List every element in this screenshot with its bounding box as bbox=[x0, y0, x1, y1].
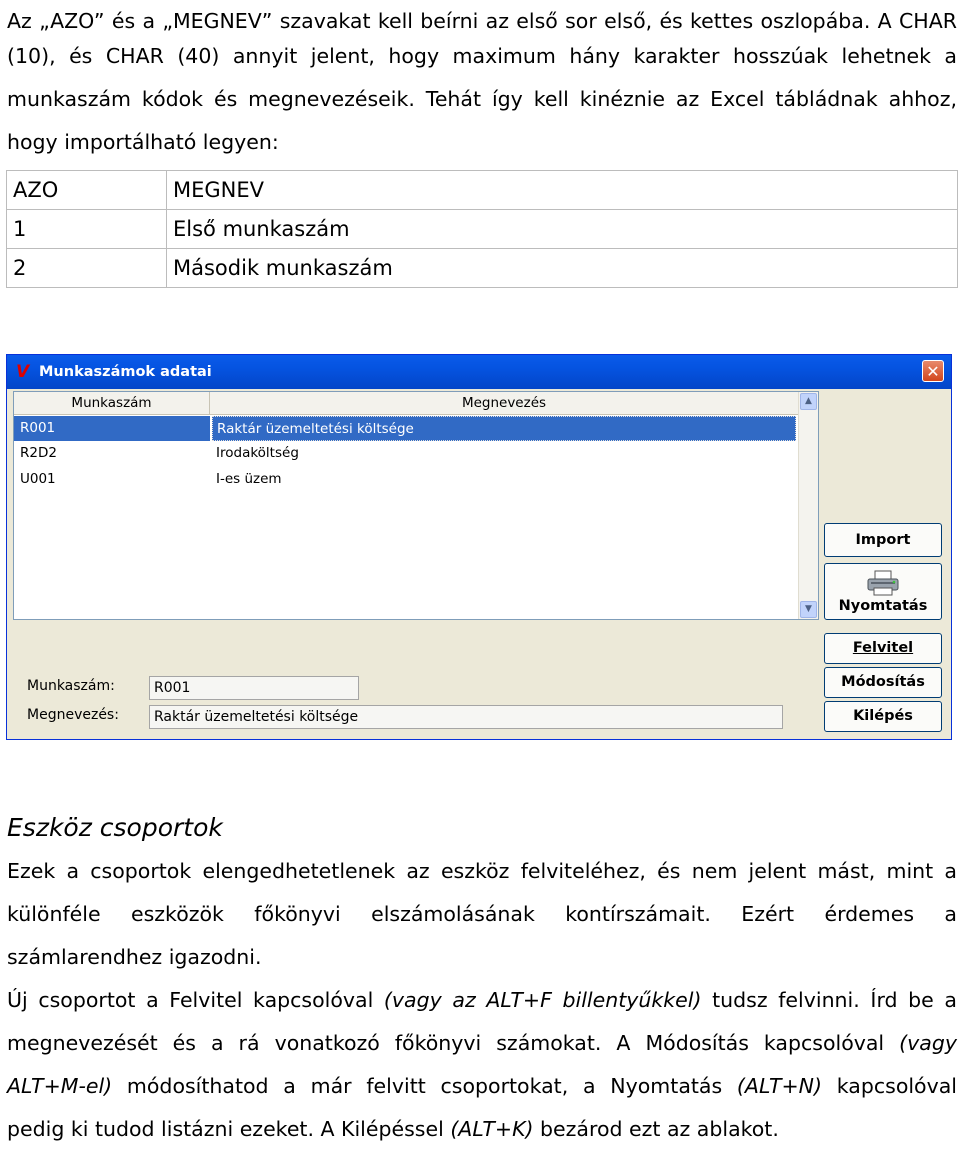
grid-cell-name: Irodaköltség bbox=[216, 445, 299, 461]
table-row bbox=[7, 171, 958, 210]
add-button[interactable]: Felvitel bbox=[824, 633, 942, 664]
grid-row[interactable] bbox=[14, 416, 798, 441]
paragraph-line: Ezek a csoportok elengedhetetlenek az eszköz felviteléhez, és nem jelent mást, mint a bbox=[7, 859, 957, 883]
shortcut-text: (vagy az ALT+F billentyűkkel) bbox=[383, 988, 702, 1012]
column-header-munkaszam[interactable]: Munkaszám bbox=[14, 392, 210, 414]
text-span: kapcsolóval bbox=[822, 1074, 957, 1098]
print-button-label: Nyomtatás bbox=[838, 598, 928, 614]
text-span: Új csoportot a Felvitel kapcsolóval bbox=[7, 988, 384, 1012]
printer-icon bbox=[866, 570, 900, 596]
intro-line: (10), és CHAR (40) annyit jelent, hogy maximum hány karakter hosszúak lehetnek a bbox=[7, 44, 957, 68]
text-span: módosíthatod a már felvitt csoportokat, a Nyomtatás bbox=[112, 1074, 737, 1098]
import-button[interactable]: Import bbox=[824, 523, 942, 557]
name-label: Megnevezés: bbox=[27, 707, 119, 723]
grid-scrollbar[interactable] bbox=[798, 392, 818, 619]
code-field[interactable]: R001 bbox=[149, 676, 359, 700]
table-cell: Első munkaszám bbox=[167, 210, 958, 249]
table-cell: MEGNEV bbox=[167, 171, 958, 210]
grid-cell-code: R2D2 bbox=[20, 445, 57, 461]
shortcut-text: (ALT+N) bbox=[736, 1074, 823, 1098]
grid-cell-code: U001 bbox=[20, 471, 56, 487]
paragraph-line bbox=[7, 1108, 957, 1151]
name-field[interactable]: Raktár üzemeltetési költsége bbox=[149, 705, 783, 729]
table-cell: 1 bbox=[7, 210, 167, 249]
paragraph-line bbox=[7, 1065, 957, 1108]
intro-line: hogy importálható legyen: bbox=[7, 130, 279, 154]
paragraph-line bbox=[7, 979, 957, 1022]
table-cell: AZO bbox=[7, 171, 167, 210]
text-span: pedig ki tudod listázni ezeket. A Kilépéssel bbox=[7, 1117, 451, 1141]
table-cell: 2 bbox=[7, 249, 167, 288]
intro-line: Az „AZO” és a „MEGNEV” szavakat kell beírni az első sor első, és kettes oszlopába. A CHAR bbox=[7, 9, 957, 33]
paragraph-line: számlarendhez igazodni. bbox=[7, 945, 262, 969]
table-row bbox=[7, 210, 958, 249]
munkaszamok-dialog bbox=[6, 354, 952, 740]
excel-example-table bbox=[6, 170, 958, 288]
dialog-title: Munkaszámok adatai bbox=[39, 364, 212, 380]
grid-cell-name: Raktár üzemeltetési költsége bbox=[212, 416, 796, 441]
app-logo-icon: V bbox=[16, 362, 30, 382]
modify-button[interactable]: Módosítás bbox=[824, 667, 942, 698]
paragraph-line: különféle eszközök főkönyvi elszámolásának kontírszámait. Ezért érdemes a bbox=[7, 902, 957, 926]
exit-button[interactable]: Kilépés bbox=[824, 701, 942, 732]
section-heading: Eszköz csoportok bbox=[7, 813, 223, 842]
close-button[interactable]: ✕ bbox=[922, 360, 944, 382]
shortcut-text: (vagy bbox=[899, 1031, 957, 1055]
shortcut-text: ALT+M-el) bbox=[7, 1074, 113, 1098]
grid-row[interactable] bbox=[14, 467, 798, 492]
grid-header bbox=[14, 392, 798, 415]
code-label: Munkaszám: bbox=[27, 678, 115, 694]
table-row bbox=[7, 249, 958, 288]
table-cell: Második munkaszám bbox=[167, 249, 958, 288]
shortcut-text: (ALT+K) bbox=[450, 1117, 534, 1141]
paragraph-line bbox=[7, 1022, 957, 1065]
dialog-titlebar bbox=[7, 355, 951, 389]
grid-row[interactable] bbox=[14, 441, 798, 466]
intro-line: munkaszám kódok és megnevezéseik. Tehát így kell kinéznie az Excel tábládnak ahhoz, bbox=[7, 87, 957, 111]
text-span: tudsz felvinni. Írd be a bbox=[701, 988, 957, 1012]
scroll-up-icon[interactable]: ▲ bbox=[800, 393, 817, 410]
scroll-down-icon[interactable]: ▼ bbox=[800, 601, 817, 618]
grid-cell-name: I-es üzem bbox=[216, 471, 282, 487]
print-button[interactable] bbox=[824, 563, 942, 620]
munkaszam-grid[interactable] bbox=[13, 391, 819, 620]
text-span: bezárod ezt az ablakot. bbox=[533, 1117, 779, 1141]
column-header-megnevezes[interactable]: Megnevezés bbox=[461, 395, 547, 411]
grid-cell-code: R001 bbox=[14, 416, 210, 441]
text-span: megnevezését és a rá vonatkozó főkönyvi számokat. A Módosítás kapcsolóval bbox=[7, 1031, 900, 1055]
